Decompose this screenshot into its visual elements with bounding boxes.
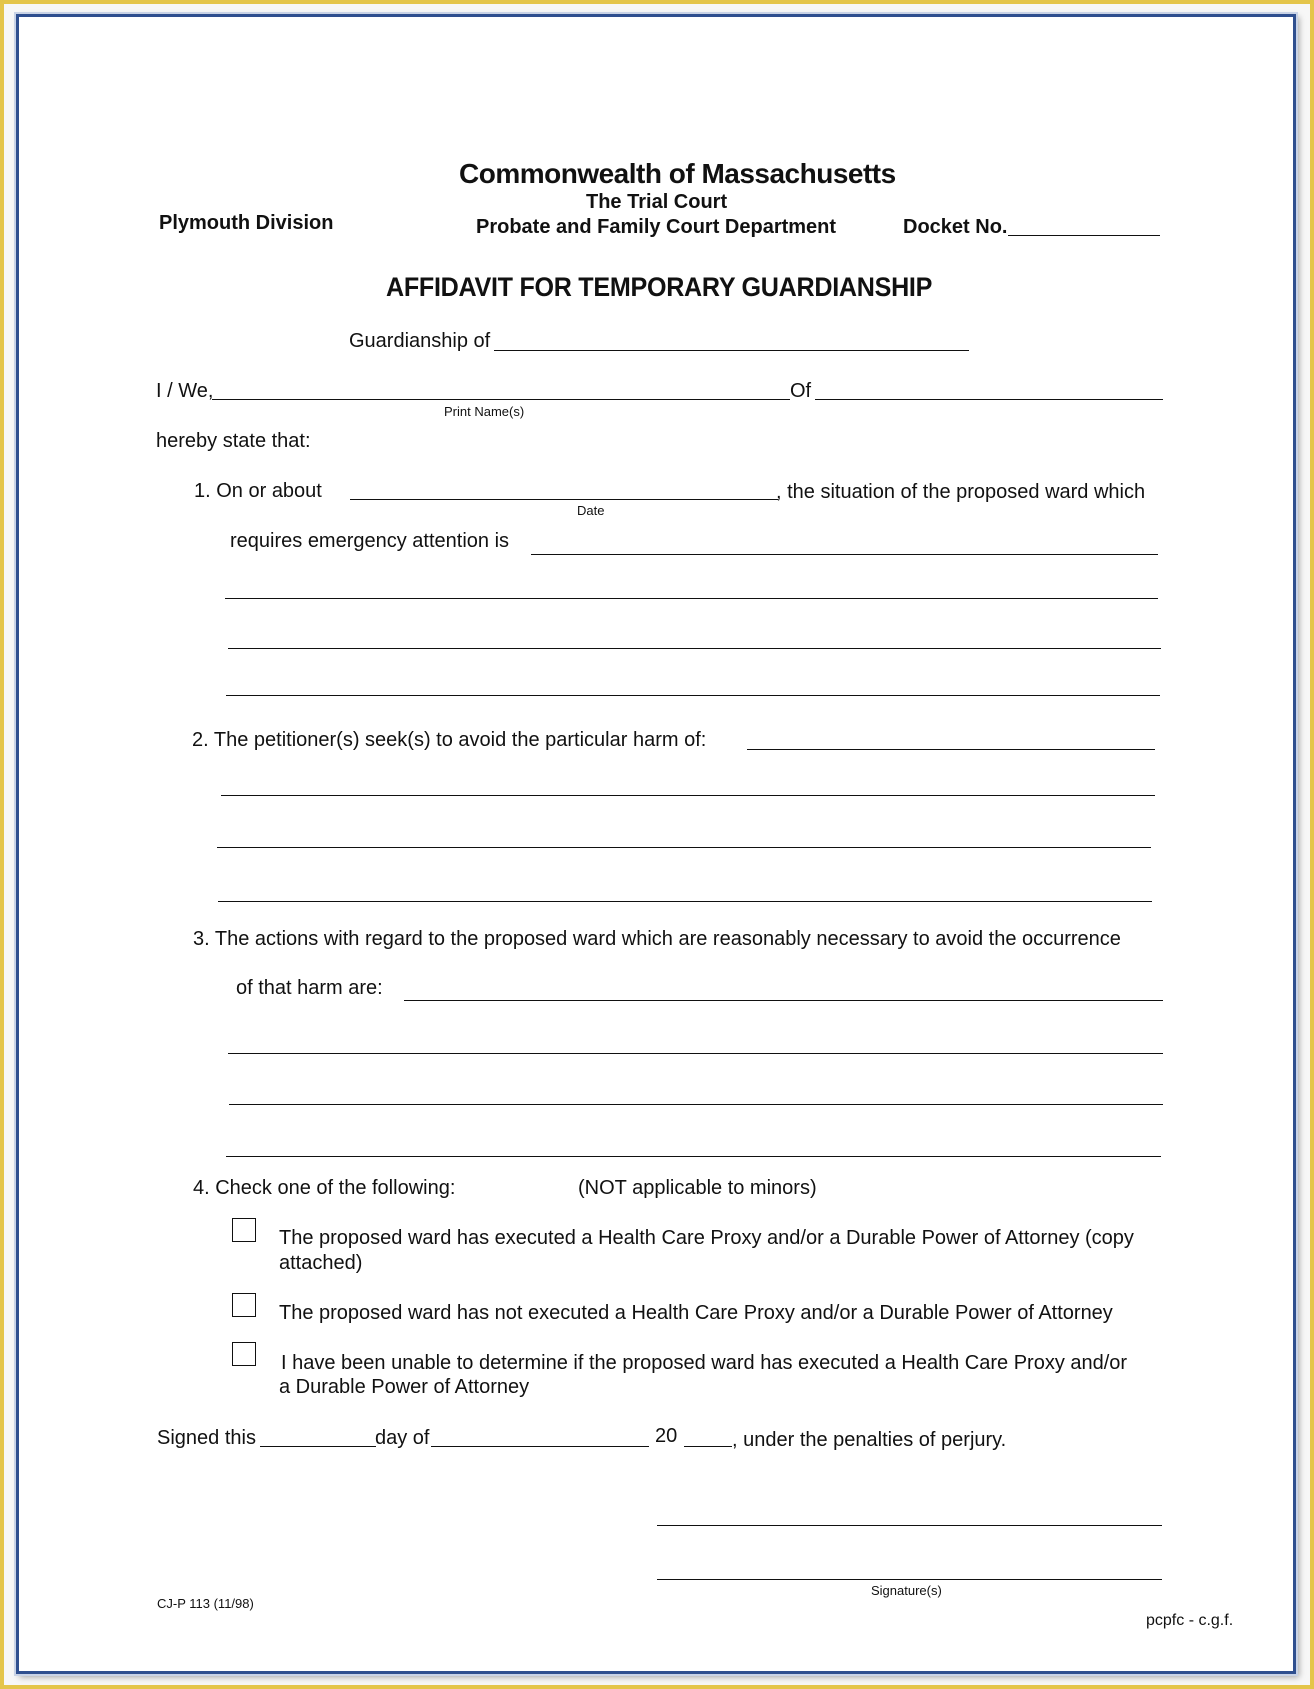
item3-line2: of that harm are: — [236, 977, 383, 999]
form-title: AFFIDAVIT FOR TEMPORARY GUARDIANSHIP — [386, 272, 933, 302]
item1-date-field[interactable] — [350, 499, 778, 500]
signed-month-field[interactable] — [431, 1446, 649, 1447]
item2-answer-line-1[interactable] — [747, 749, 1155, 750]
docket-number-field[interactable] — [1008, 235, 1160, 236]
signed-day-field[interactable] — [260, 1446, 376, 1447]
item1-suffix: , the situation of the proposed ward which — [776, 481, 1146, 503]
date-caption: Date — [577, 503, 605, 518]
print-names-caption: Print Name(s) — [444, 404, 525, 419]
item2-answer-line-3[interactable] — [217, 847, 1151, 848]
item1-line2: requires emergency attention is — [230, 530, 510, 552]
signature-caption: Signature(s) — [871, 1583, 942, 1598]
option2-text-line1: The proposed ward has not executed a Health Care Proxy and/or a Durable Power of Attorney — [279, 1302, 1113, 1324]
item3-answer-line-3[interactable] — [229, 1104, 1163, 1105]
commonwealth-heading: Commonwealth of Massachusetts — [459, 158, 896, 189]
option3-text-line2: a Durable Power of Attorney — [279, 1376, 530, 1398]
option1-text-line1: The proposed ward has executed a Health Care Proxy and/or a Durable Power of Attorney (copy — [279, 1227, 1134, 1249]
of-address-field[interactable] — [815, 399, 1163, 400]
item1-answer-line-4[interactable] — [226, 695, 1160, 696]
signed-year-field[interactable] — [684, 1446, 732, 1447]
item2-answer-line-2[interactable] — [221, 795, 1155, 796]
year-prefix-label: 20 — [655, 1425, 678, 1447]
signature-line-1[interactable] — [657, 1525, 1162, 1526]
hereby-state-label: hereby state that: — [156, 430, 311, 452]
item3-answer-line-1[interactable] — [404, 1000, 1163, 1001]
penalties-label: , under the penalties of perjury. — [732, 1429, 1007, 1451]
item1-answer-line-1[interactable] — [531, 554, 1158, 555]
item4-note: (NOT applicable to minors) — [578, 1177, 817, 1199]
form-id: CJ-P 113 (11/98) — [157, 1596, 254, 1611]
division-label: Plymouth Division — [159, 212, 334, 234]
item3-answer-line-4[interactable] — [226, 1156, 1161, 1157]
of-label: Of — [790, 380, 812, 402]
department-heading: Probate and Family Court Department — [476, 216, 837, 238]
item2-answer-line-4[interactable] — [218, 901, 1152, 902]
day-of-label: day of — [375, 1427, 430, 1449]
signature-line-2[interactable] — [657, 1579, 1162, 1580]
i-we-label: I / We, — [156, 380, 214, 402]
item1-answer-line-2[interactable] — [225, 598, 1158, 599]
option1-checkbox[interactable] — [232, 1218, 256, 1242]
trial-court-heading: The Trial Court — [586, 191, 728, 213]
option3-checkbox[interactable] — [232, 1342, 256, 1366]
guardianship-of-label: Guardianship of — [349, 330, 491, 352]
print-names-field[interactable] — [212, 399, 790, 400]
guardianship-of-field[interactable] — [494, 350, 969, 351]
option1-text-line2: attached) — [279, 1252, 363, 1274]
option2-checkbox[interactable] — [232, 1293, 256, 1317]
option3-text-line1: I have been unable to determine if the proposed ward has executed a Health Care Proxy and/or — [281, 1352, 1128, 1374]
item3-line1: 3. The actions with regard to the proposed ward which are reasonably necessary to avoid the occurrence — [193, 928, 1121, 950]
item4-label: 4. Check one of the following: — [193, 1177, 456, 1199]
docket-label: Docket No. — [903, 216, 1008, 238]
item3-answer-line-2[interactable] — [228, 1053, 1163, 1054]
signed-this-label: Signed this — [157, 1427, 256, 1449]
item1-prefix: 1. On or about — [194, 480, 322, 502]
footer-code: pcpfc - c.g.f. — [1146, 1612, 1234, 1629]
item2-text: 2. The petitioner(s) seek(s) to avoid the particular harm of: — [192, 729, 707, 751]
item1-answer-line-3[interactable] — [228, 648, 1161, 649]
